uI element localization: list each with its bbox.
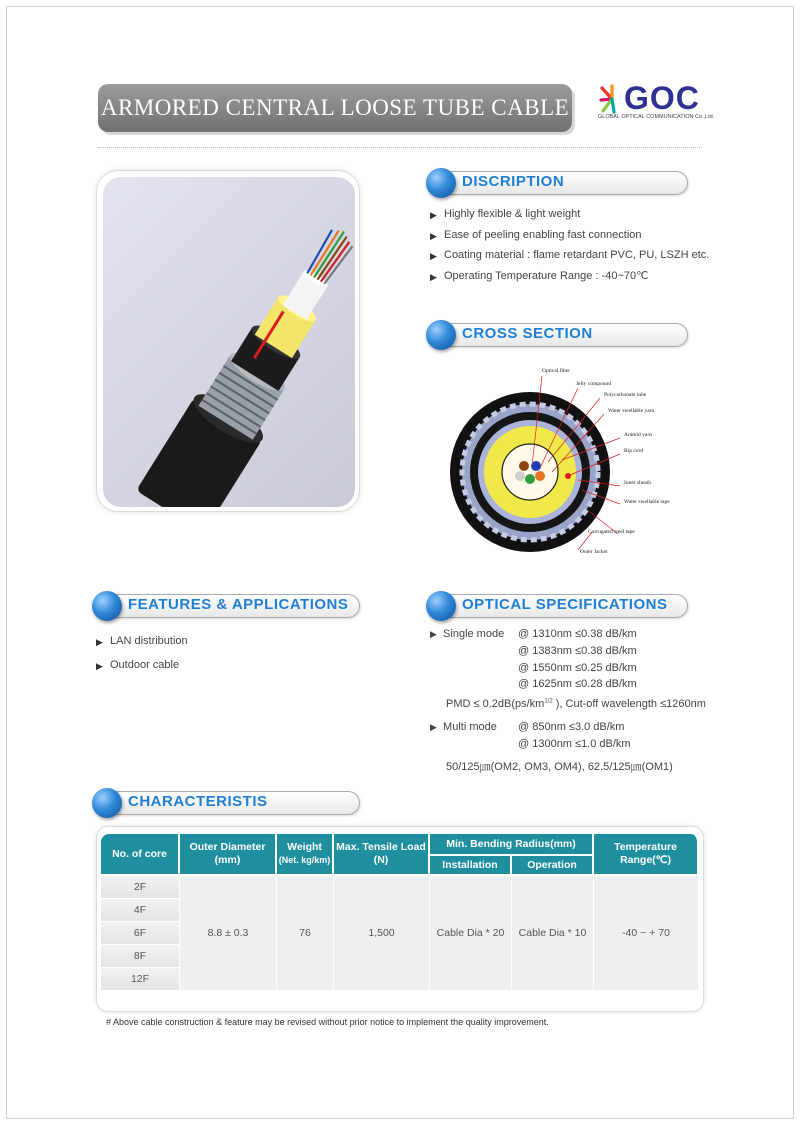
list-item: ▶ Ease of peeling enabling fast connection [430, 225, 709, 246]
single-mode-label: ▶ Single mode [430, 628, 505, 640]
bullet-ball-icon [92, 591, 122, 621]
logo-subtitle: GLOBAL OPTICAL COMMUNICATION Co.,Ltd. [598, 114, 715, 120]
triangle-right-icon: ▶ [430, 210, 437, 220]
header-bending: Min. Bending Radius(mm) [430, 834, 594, 856]
bullet-ball-icon [92, 788, 122, 818]
header-operation: Operation [512, 856, 594, 876]
table-header-row [101, 834, 699, 856]
table-row [101, 876, 699, 899]
spec-line: @ 1625nm ≤0.28 dB/km [518, 678, 637, 690]
triangle-right-icon: ▶ [430, 230, 437, 241]
section-header-cross-section [426, 320, 688, 350]
cell-tensile: 1,500 [334, 876, 430, 991]
triangle-right-icon: ▶ [96, 637, 103, 647]
label-polycarbonate-tube: Polycarbonate tube [604, 392, 647, 398]
label-rip-cord: Rip cord [624, 448, 644, 454]
header-installation: Installation [430, 856, 512, 876]
label-outer-jacket: Outer Jacket [580, 549, 608, 555]
label-water-swellable-tape: Water swellable tape [624, 499, 670, 505]
features-list [96, 629, 188, 677]
section-title: OPTICAL SPECIFICATIONS [462, 596, 668, 613]
fiber-types: 50/125㎛(OM2, OM3, OM4), 62.5/125㎛(OM1) [446, 761, 673, 773]
title-banner [98, 84, 572, 132]
bullet-ball-icon [426, 320, 456, 350]
cell-core: 4F [101, 899, 180, 922]
spec-line: @ 1550nm ≤0.25 dB/km [518, 662, 637, 674]
page-title: ARMORED CENTRAL LOOSE TUBE CABLE [100, 95, 570, 120]
pmd-line: PMD ≤ $0.2dB(ps/km^{1/2}$ ), Cut-off wavelength ≤1260nm [446, 698, 706, 710]
cable-illustration [103, 177, 355, 507]
list-item: ▶ Outdoor cable [96, 653, 188, 677]
list-item: ▶ Coating material : flame retardant PVC, PU, LSZH etc. [430, 245, 709, 266]
header-tensile: Max. Tensile Load (N) [334, 834, 430, 876]
logo-star-icon [598, 84, 626, 114]
list-item: ▶ LAN distribution [96, 629, 188, 653]
section-header-characteristics [92, 788, 360, 818]
spec-line: @ 1383nm ≤0.38 dB/km [518, 645, 637, 657]
cross-section-diagram [440, 362, 700, 562]
bullet-ball-icon [426, 168, 456, 198]
section-title: DISCRIPTION [462, 173, 565, 190]
spec-line: @ 850nm ≤3.0 dB/km [518, 721, 625, 733]
cell-core: 2F [101, 876, 180, 899]
bullet-ball-icon [426, 591, 456, 621]
triangle-right-icon: ▶ [430, 251, 437, 261]
header-core: No. of core [101, 834, 180, 876]
list-item: ▶ Highly flexible & light weight [430, 204, 709, 225]
label-optical-fiber: Optical fiber [542, 368, 570, 374]
cable-image-frame [96, 170, 360, 512]
spec-line: @ 1300nm ≤1.0 dB/km [518, 738, 631, 750]
triangle-right-icon: ▶ [96, 661, 103, 671]
section-title: CROSS SECTION [462, 325, 593, 342]
cell-temperature: -40 ~ + 70 [594, 876, 699, 991]
section-header-optical [426, 591, 688, 621]
cell-outer-diameter: 8.8 ± 0.3 [180, 876, 277, 991]
spec-line: @ 1310nm ≤0.38 dB/km [518, 628, 637, 640]
label-jelly-compound: Jelly compound [576, 381, 611, 387]
footnote: # Above cable construction & feature may be revised without prior notice to implement the quality improvement. [106, 1017, 549, 1027]
section-title: FEATURES & APPLICATIONS [128, 596, 349, 613]
characteristics-table [101, 834, 699, 991]
divider [98, 147, 702, 148]
cell-core: 12F [101, 968, 180, 991]
label-water-swellable-yarn: Water swellable yarn [608, 408, 655, 414]
cell-weight: 76 [277, 876, 334, 991]
section-header-features [92, 591, 360, 621]
cell-operation: Cable Dia * 10 [512, 876, 594, 991]
cell-core: 8F [101, 945, 180, 968]
header-temperature: Temperature Range(℃) [594, 834, 699, 876]
triangle-right-icon: ▶ [430, 271, 437, 282]
header-weight: Weight (Net. kg/km) [277, 834, 334, 876]
label-corrugated-steel-tape: Corrugated steel tape [588, 529, 635, 535]
triangle-right-icon: ▶ [430, 629, 437, 639]
triangle-right-icon: ▶ [430, 722, 437, 732]
multi-mode-label: ▶ Multi mode [430, 721, 497, 733]
description-list [430, 204, 709, 286]
cell-core: 6F [101, 922, 180, 945]
logo-name: GOC [624, 80, 700, 116]
header-outer-diameter: Outer Diameter (mm) [180, 834, 277, 876]
label-aramid-yarn: Aramid yarn [624, 432, 652, 438]
cell-installation: Cable Dia * 20 [430, 876, 512, 991]
company-logo [598, 80, 718, 126]
section-title: CHARACTERISTIS [128, 793, 268, 810]
label-inner-sheath: Inner sheath [624, 480, 652, 486]
section-header-description [426, 168, 688, 198]
list-item: ▶ Operating Temperature Range : -40~70℃ [430, 266, 709, 287]
